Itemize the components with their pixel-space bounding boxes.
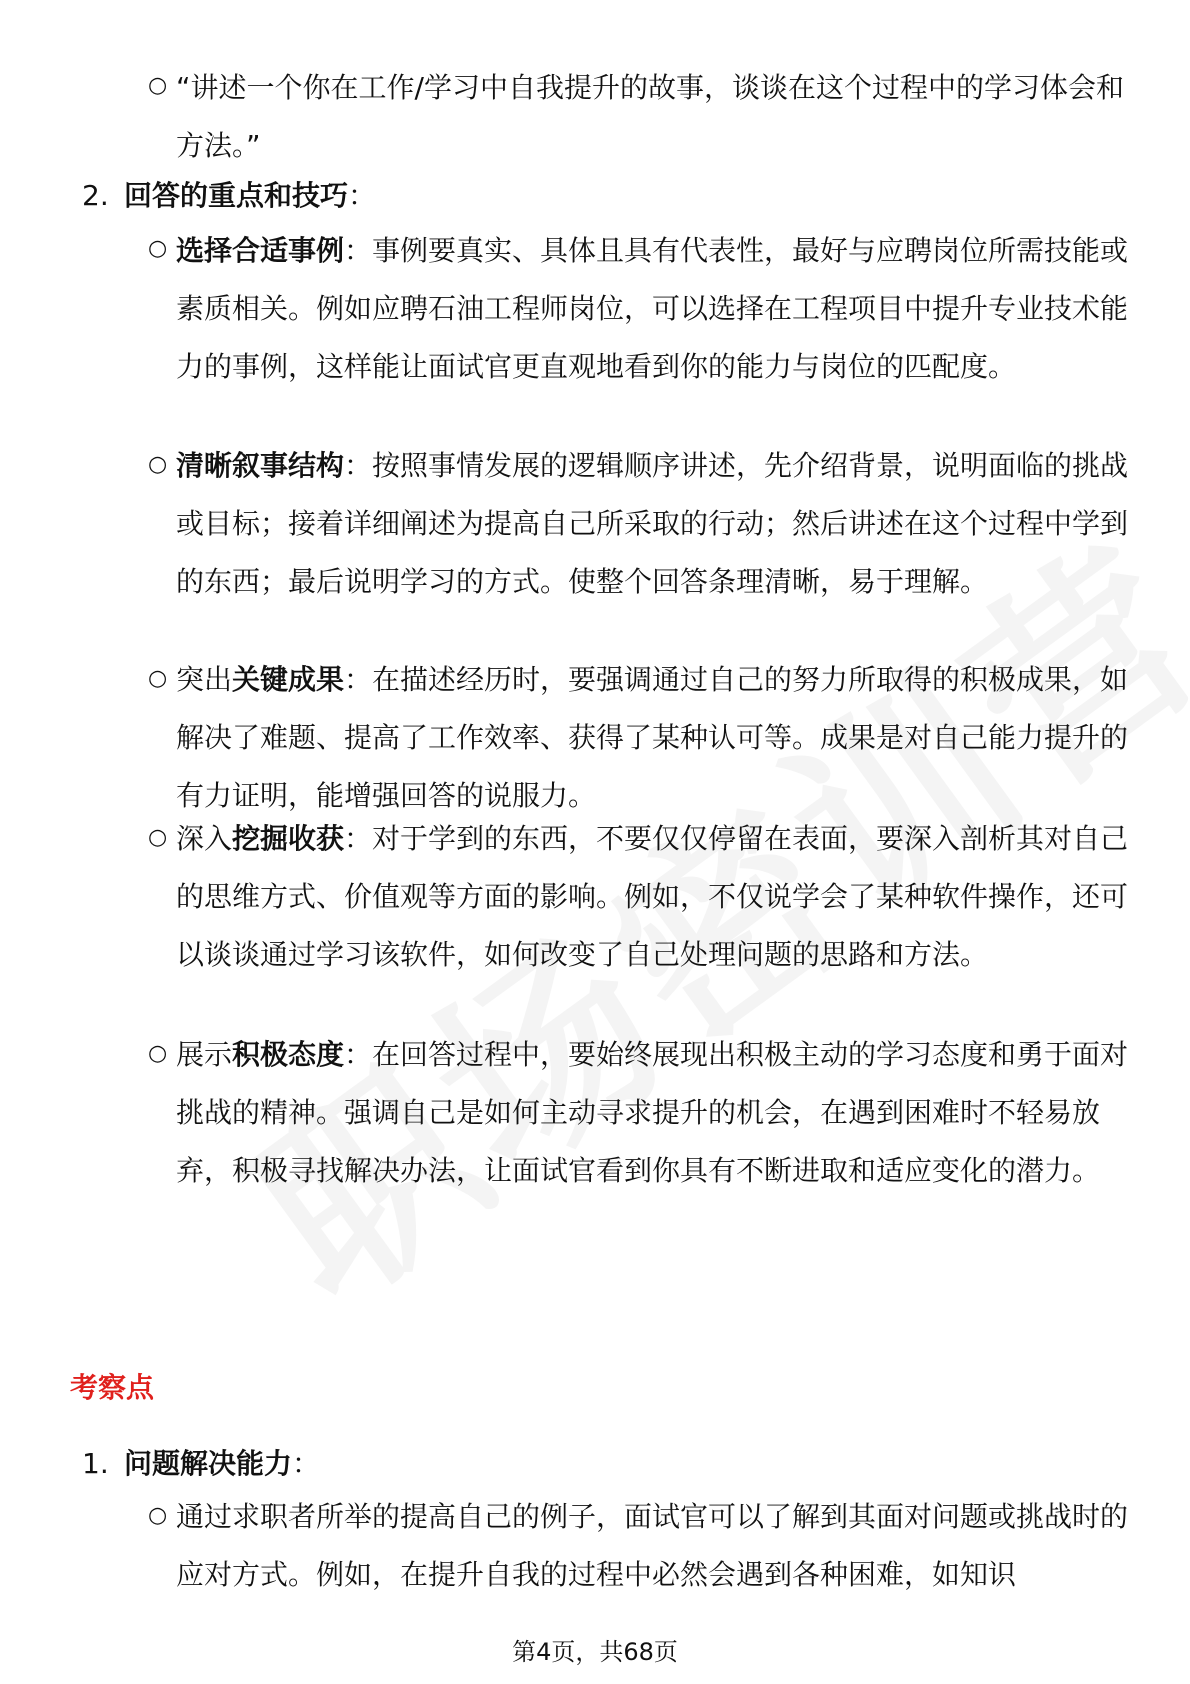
bullet-marker: ○ <box>148 666 168 691</box>
list-item <box>176 810 1136 984</box>
section3-title <box>124 1444 320 1484</box>
item-prefix: 突出 <box>176 663 233 696</box>
item-text: 在回答过程中，要始终展现出积极主动的学习态度和勇于面对挑战的精神。强调自己是如何主动寻求提升的机会，在遇到困难时不轻易放弃，积极寻找解决办法，让面试官看到你具有不断进取和适应变化的潜力。 <box>176 1038 1129 1187</box>
section3-title-text: 问题解决能力 <box>124 1447 293 1480</box>
list-item <box>176 1026 1136 1200</box>
colon: ： <box>292 1447 321 1480</box>
colon: ： <box>344 663 373 696</box>
list-item <box>176 437 1136 611</box>
colon: ： <box>344 1038 373 1071</box>
section2-title <box>124 176 376 216</box>
bullet-marker: ○ <box>148 452 168 477</box>
item-prefix: 展示 <box>176 1038 233 1071</box>
item-text: 按照事情发展的逻辑顺序讲述，先介绍背景，说明面临的挑战或目标；接着详细阐述为提高自己所采取的行动；然后讲述在这个过程中学到的东西；最后说明学习的方式。使整个回答条理清晰，易于理解。 <box>176 449 1129 598</box>
intro-bullet-text: “讲述一个你在工作/学习中自我提升的故事，谈谈在这个过程中的学习体会和方法。” <box>176 71 1124 162</box>
colon: ： <box>344 822 373 855</box>
item-text: 在描述经历时，要强调通过自己的努力所取得的积极成果，如解决了难题、提高了工作效率、获得了某种认可等。成果是对自己能力提升的有力证明，能增强回答的说服力。 <box>176 663 1129 812</box>
colon: ： <box>344 449 373 482</box>
item-bold-label: 清晰叙事结构 <box>176 449 345 482</box>
list-item: 通过求职者所举的提高自己的例子，面试官可以了解到其面对问题或挑战时的应对方式。例如，在提升自我的过程中必然会遇到各种困难，如知识 <box>176 1500 1129 1591</box>
colon: ： <box>348 179 377 212</box>
list-number: 1. <box>82 1447 109 1480</box>
section-heading: 考察点 <box>70 1371 155 1404</box>
section2-title-text: 回答的重点和技巧 <box>124 179 349 212</box>
item-bold-label: 关键成果 <box>232 663 345 696</box>
page-footer: 第4页，共68页 <box>512 1638 678 1666</box>
bullet-marker: ○ <box>148 1503 168 1528</box>
item-prefix: 深入 <box>176 822 233 855</box>
item-text: 对于学到的东西，不要仅仅停留在表面，要深入剖析其对自己的思维方式、价值观等方面的影响。例如，不仅说学会了某种软件操作，还可以谈谈通过学习该软件，如何改变了自己处理问题的思路和方法。 <box>176 822 1129 971</box>
item-text: 事例要真实、具体且具有代表性，最好与应聘岗位所需技能或素质相关。例如应聘石油工程师岗位，可以选择在工程项目中提升专业技术能力的事例，这样能让面试官更直观地看到你的能力与岗位的匹配度。 <box>176 234 1129 383</box>
list-item <box>176 222 1136 396</box>
item-bold-label: 挖掘收获 <box>232 822 345 855</box>
bullet-marker: ○ <box>148 825 168 850</box>
colon: ： <box>344 234 373 267</box>
bullet-marker: ○ <box>148 236 168 261</box>
bullet-marker: ○ <box>148 73 168 98</box>
bullet-marker: ○ <box>148 1041 168 1066</box>
item-bold-label: 选择合适事例 <box>176 234 345 267</box>
list-item <box>176 651 1136 825</box>
item-bold-label: 积极态度 <box>232 1038 345 1071</box>
list-number: 2. <box>82 179 109 212</box>
